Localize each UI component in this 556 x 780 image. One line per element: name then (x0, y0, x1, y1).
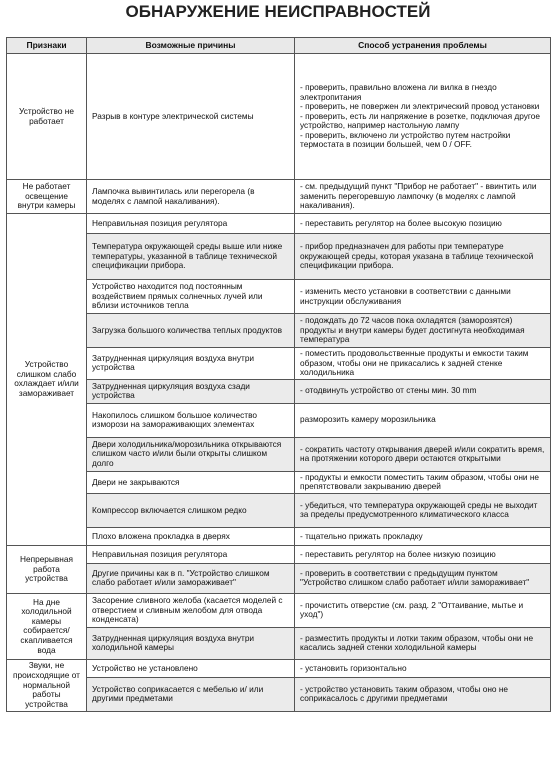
table-row (7, 527, 551, 545)
cause-cell: Засорение сливного желоба (касается моделей с отверстием и сливным желобом для отвода конденсата) (87, 593, 295, 627)
remedy-cell (295, 563, 551, 593)
cause-cell: Устройство не установлено (87, 659, 295, 677)
cause-cell: Плохо вложена прокладка в дверях (87, 527, 295, 545)
symptom-cell: На дне холодильной камеры собирается/ скапливается вода (7, 593, 87, 659)
remedy-line: - проверить, включено ли устройство путем настройки термостата в позиции большей, чем 0 / OFF. (300, 129, 511, 150)
cause-cell: Лампочка вывинтилась или перегорела (в моделях с лампой накаливания). (87, 180, 295, 214)
cause-cell: Загрузка большого количества теплых продуктов (87, 314, 295, 348)
remedy-line: - подождать до 72 часов пока охладятся (заморозятся) продукты и внутри камеры будет достигнута необходимая температура (300, 315, 525, 345)
table-row (7, 379, 551, 403)
cause-cell: Накопилось слишком большое количество изморози на замораживающих элементах (87, 403, 295, 437)
symptom-cell: Звуки, не происходящие от нормальной работы устройства (7, 659, 87, 711)
remedy-cell (295, 471, 551, 493)
cause-cell: Двери не закрываются (87, 471, 295, 493)
cause-cell: Затрудненная циркуляция воздуха сзади устройства (87, 379, 295, 403)
remedy-line: - убедиться, что температура окружающей среды не выходит за пределы предусмотренного климатического класса (300, 499, 538, 520)
table-header-row (7, 38, 551, 54)
table-row (7, 545, 551, 563)
remedy-line: - установить горизонтально (300, 662, 407, 673)
header-remedy: Способ устранения проблемы (295, 38, 551, 54)
remedy-line: - отодвинуть устройство от стены мин. 30 mm (300, 385, 477, 396)
remedy-cell (295, 379, 551, 403)
table-row (7, 471, 551, 493)
remedy-cell (295, 527, 551, 545)
table-row (7, 677, 551, 711)
remedy-line: - переставить регулятор на более высокую позицию (300, 217, 502, 228)
remedy-line: - прочистить отверстие (см. разд. 2 "Оттаивание, мытье и уход") (300, 599, 524, 620)
cause-cell: Компрессор включается слишком редко (87, 493, 295, 527)
cause-cell: Устройство соприкасается с мебелью и/ или другими предметами (87, 677, 295, 711)
remedy-cell (295, 593, 551, 627)
cause-cell: Затрудненная циркуляция воздуха внутри устройства (87, 348, 295, 380)
cause-cell: Температура окружающей среды выше или ниже температуры, указанной в таблице технической спецификации прибора. (87, 234, 295, 280)
remedy-line: - проверить, правильно вложена ли вилка в гнездо электропитания (300, 81, 497, 102)
remedy-line: - проверить, не повержен ли электрический провод установки (300, 101, 540, 112)
remedy-cell (295, 180, 551, 214)
symptom-cell: Устройство слишком слабо охлаждает и/или замораживает (7, 214, 87, 546)
cause-cell: Двери холодильника/морозильника открываются слишком часто и/или были открыты слишком долго (87, 437, 295, 471)
remedy-cell (295, 54, 551, 180)
remedy-line: - разместить продукты и лотки таким образом, чтобы они не касались задней стенки холодильной камеры (300, 632, 534, 653)
remedy-cell (295, 627, 551, 659)
table-row (7, 659, 551, 677)
table-row (7, 314, 551, 348)
table-row (7, 563, 551, 593)
remedy-line: - см. предыдущий пункт "Прибор не работает" - ввинтить или заменить перегоревшую лампочку (в моделях с лампой накаливания). (300, 181, 537, 211)
remedy-cell (295, 659, 551, 677)
table-row (7, 493, 551, 527)
remedy-line: - проверить, есть ли напряжение в розетке, подключая другое устройство, например настольную лампу (300, 110, 541, 131)
remedy-cell (295, 403, 551, 437)
remedy-cell (295, 437, 551, 471)
remedy-line: - продукты и емкости поместить таким образом, чтобы они не препятствовали закрыванию дверей (300, 471, 540, 492)
cause-cell: Разрыв в контуре электрической системы (87, 54, 295, 180)
remedy-line: - проверить в соответствии с предыдущим пунктом "Устройство слишком слабо работает и/или замораживает" (300, 567, 530, 588)
table-row (7, 403, 551, 437)
table-row (7, 54, 551, 180)
table-row (7, 214, 551, 234)
header-cause: Возможные причины (87, 38, 295, 54)
symptom-cell: Устройство не работает (7, 54, 87, 180)
remedy-cell (295, 234, 551, 280)
symptom-cell: Не работает освещение внутри камеры (7, 180, 87, 214)
remedy-cell (295, 314, 551, 348)
remedy-cell (295, 677, 551, 711)
remedy-line: - сократить частоту открывания дверей и/или сократить время, на протяжении которого двери остаются открытыми (300, 443, 545, 464)
remedy-line: - прибор предназначен для работы при температуре окружающей среды, которая указана в таблице технической спецификации прибора. (300, 241, 534, 271)
remedy-cell (295, 545, 551, 563)
remedy-line: - изменить место установки в соответствии с данными инструкции обслуживания (300, 285, 511, 306)
cause-cell: Неправильная позиция регулятора (87, 545, 295, 563)
table-row (7, 627, 551, 659)
cause-cell: Затрудненная циркуляция воздуха внутри холодильной камеры (87, 627, 295, 659)
remedy-line: разморозить камеру морозильника (300, 414, 436, 425)
table-row (7, 437, 551, 471)
table-row (7, 593, 551, 627)
remedy-cell (295, 348, 551, 380)
symptom-cell: Непрерывная работа устройства (7, 545, 87, 593)
cause-cell: Неправильная позиция регулятора (87, 214, 295, 234)
remedy-cell (295, 214, 551, 234)
page-title: ОБНАРУЖЕНИЕ НЕИСПРАВНОСТЕЙ (125, 2, 431, 21)
table-row (7, 180, 551, 214)
table-row (7, 280, 551, 314)
table-row (7, 234, 551, 280)
cause-cell: Другие причины как в п. "Устройство слишком слабо работает и/или замораживает" (87, 563, 295, 593)
header-symptom: Признаки (7, 38, 87, 54)
table-body (7, 54, 551, 712)
remedy-cell (295, 493, 551, 527)
remedy-cell (295, 280, 551, 314)
remedy-line: - поместить продовольственные продукты и емкости таким образом, чтобы они не прикасались к задней стенке холодильника (300, 348, 529, 378)
cause-cell: Устройство находится под постоянным воздействием прямых солнечных лучей или вблизи источников тепла (87, 280, 295, 314)
troubleshooting-table (6, 37, 551, 712)
remedy-line: - тщательно прижать прокладку (300, 530, 423, 541)
remedy-line: - устройство установить таким образом, чтобы оно не соприкасалось с другими предметами (300, 683, 509, 704)
remedy-line: - переставить регулятор на более низкую позицию (300, 548, 496, 559)
table-row (7, 348, 551, 380)
